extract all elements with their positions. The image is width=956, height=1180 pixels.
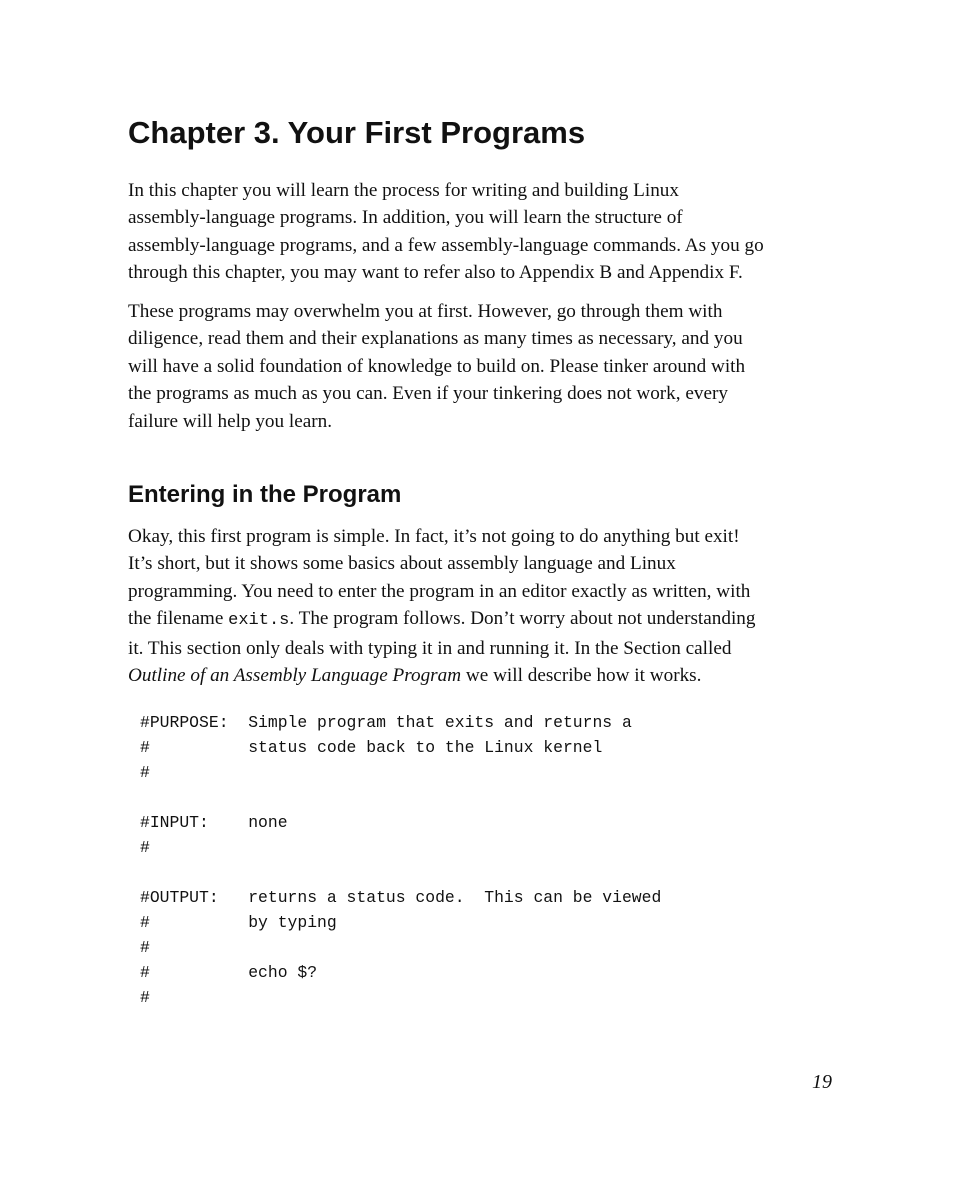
code-line: # [140,838,150,857]
text-line: Okay, this first program is simple. In fact, it’s not going to do anything but exit! [128,526,740,547]
text-line: assembly-language programs, and a few assembly-language commands. As you go [128,234,764,256]
code-line: # by typing [140,913,337,932]
filename-code: exit.s [228,611,290,631]
code-line: #OUTPUT: returns a status code. This can be viewed [140,888,662,907]
text-line: through this chapter, you may want to refer also to Appendix B and Appendix F. [128,262,743,284]
text-line: failure will help you learn. [128,410,333,432]
text-line-with-filename [128,605,832,634]
code-line: # [140,938,150,957]
text-line: the programs as much as you can. Even if your tinkering does not work, every [128,383,728,405]
code-line: # [140,988,150,1007]
code-line: #INPUT: none [140,813,288,832]
text-line-with-reference [128,662,832,689]
text-line: diligence, read them and their explanations as many times as necessary, and you [128,328,743,350]
text-line: programming. You need to enter the program in an editor exactly as written, with [128,580,751,602]
code-line: # echo $? [140,963,318,982]
code-line: #PURPOSE: Simple program that exits and returns a [140,713,632,732]
section-reference: Outline of an Assembly Language Program [128,665,462,687]
text-line: will have a solid foundation of knowledge to build on. Please tinker around with [128,355,746,377]
filename-prefix: the filename [128,608,229,630]
code-line [140,860,661,885]
text-line: These programs may overwhelm you at first. However, go through them with [128,301,723,322]
text-line: it. This section only deals with typing it in and running it. In the Section called [128,637,732,659]
intro-paragraph-2 [128,298,832,435]
text-line: In this chapter you will learn the process for writing and building Linux [128,180,679,201]
filename-suffix: . The program follows. Don’t worry about not understanding [289,608,756,630]
code-line: # [140,763,150,782]
section-paragraph [128,523,832,689]
reference-suffix: we will describe how it works. [461,665,702,687]
code-listing [140,710,661,1010]
section-title: Entering in the Program [128,481,402,508]
page-number: 19 [812,1071,832,1093]
intro-paragraph-1 [128,177,832,287]
code-line [140,785,661,810]
text-line: assembly-language programs. In addition, you will learn the structure of [128,207,683,229]
text-line: It’s short, but it shows some basics about assembly language and Linux [128,553,676,575]
chapter-title: Chapter 3. Your First Programs [128,115,586,150]
code-line: # status code back to the Linux kernel [140,738,603,757]
